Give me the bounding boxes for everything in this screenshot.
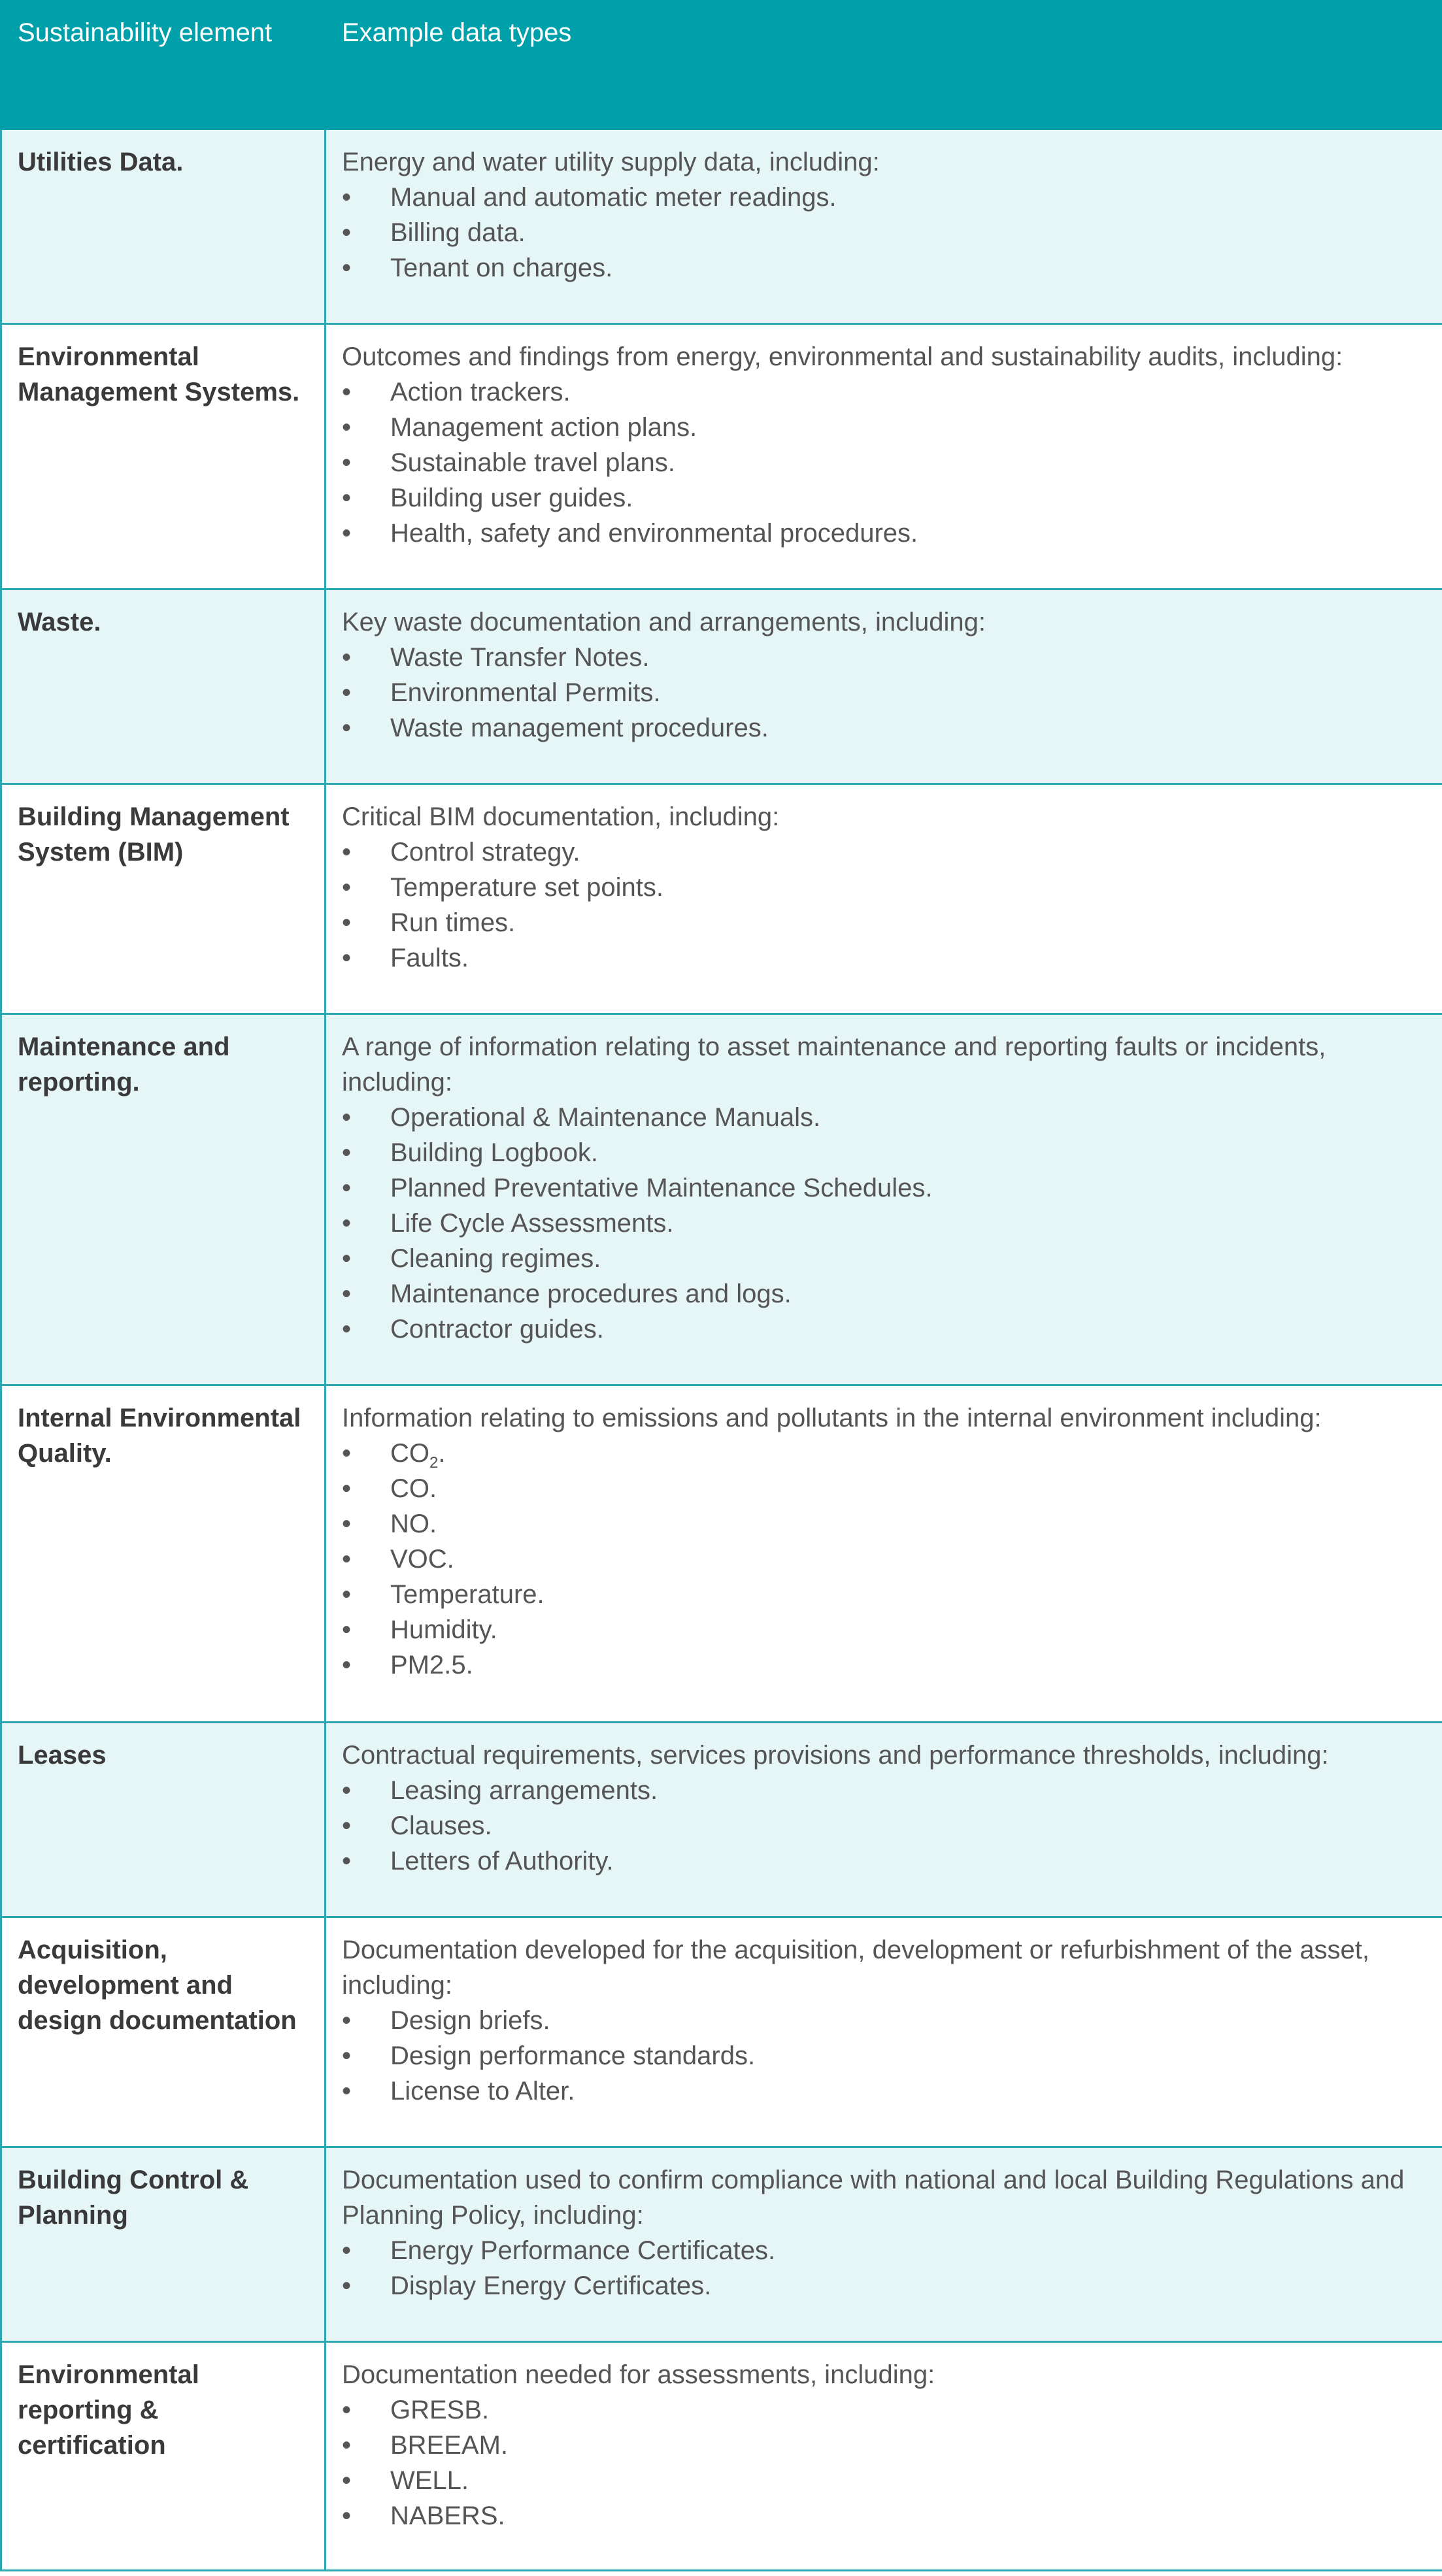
list-item: • Display Energy Certificates.: [342, 2268, 1426, 2304]
list-item: • Clauses.: [342, 1808, 1426, 1843]
data-types-list: [342, 1100, 1426, 1347]
data-types-cell: [326, 2147, 1442, 2342]
data-types-intro: Outcomes and findings from energy, environmental and sustainability audits, including:: [342, 342, 1343, 371]
list-item: • NO.: [342, 1506, 1426, 1542]
list-item: • Run times.: [342, 905, 1426, 940]
list-item: • CO.: [342, 1471, 1426, 1506]
table-row: [1, 784, 1442, 1014]
table-header-row: [1, 1, 1442, 129]
data-types-cell: [326, 589, 1442, 784]
list-item: • Environmental Permits.: [342, 675, 1426, 710]
list-item: • Operational & Maintenance Manuals.: [342, 1100, 1426, 1135]
element-label: Environmental reporting & certification: [18, 2360, 199, 2460]
data-types-intro: Documentation used to confirm compliance with national and local Building Regulations and Planning Policy, including:: [342, 2166, 1405, 2230]
data-types-list: [342, 1436, 1426, 1683]
table-row: [1, 2342, 1442, 2571]
list-item: [342, 1436, 1426, 1471]
data-types-cell: [326, 2342, 1442, 2571]
list-item: • Maintenance procedures and logs.: [342, 1276, 1426, 1312]
element-cell: [1, 784, 326, 1014]
data-types-cell: [326, 129, 1442, 324]
list-item: • Energy Performance Certificates.: [342, 2233, 1426, 2268]
list-item: • Waste Transfer Notes.: [342, 640, 1426, 675]
list-item: • Leasing arrangements.: [342, 1773, 1426, 1808]
list-item: • Action trackers.: [342, 374, 1426, 410]
element-cell: [1, 1723, 326, 1917]
table-row: [1, 129, 1442, 324]
element-cell: [1, 589, 326, 784]
list-item: • WELL.: [342, 2463, 1426, 2498]
table-row: [1, 589, 1442, 784]
data-types-cell: [326, 1917, 1442, 2147]
list-item: • PM2.5.: [342, 1647, 1426, 1683]
data-types-cell: [326, 784, 1442, 1014]
list-item: • Temperature.: [342, 1577, 1426, 1612]
list-item: • VOC.: [342, 1542, 1426, 1577]
data-types-list: [342, 2392, 1426, 2534]
element-label: Maintenance and reporting.: [18, 1032, 230, 1097]
element-label: Waste.: [18, 608, 101, 636]
data-types-list: [342, 2233, 1426, 2304]
element-label: Building Management System (BIM): [18, 802, 290, 867]
co2-suffix: .: [438, 1439, 446, 1468]
list-item: • GRESB.: [342, 2392, 1426, 2428]
data-types-cell: [326, 1014, 1442, 1385]
list-item: • Life Cycle Assessments.: [342, 1206, 1426, 1241]
data-types-list: [342, 180, 1426, 286]
data-types-cell: [326, 1723, 1442, 1917]
list-item: • Humidity.: [342, 1612, 1426, 1647]
list-item: • Faults.: [342, 940, 1426, 976]
list-item: • BREEAM.: [342, 2428, 1426, 2463]
list-item: • License to Alter.: [342, 2073, 1426, 2109]
list-item: • Letters of Authority.: [342, 1843, 1426, 1879]
table-row: [1, 2147, 1442, 2342]
element-label: Utilities Data.: [18, 148, 184, 176]
data-types-intro: Contractual requirements, services provisions and performance thresholds, including:: [342, 1741, 1329, 1770]
table-row: [1, 1723, 1442, 1917]
data-types-intro: A range of information relating to asset maintenance and reporting faults or incidents, including:: [342, 1032, 1326, 1097]
element-label: Building Control & Planning: [18, 2166, 249, 2230]
element-label: Environmental Management Systems.: [18, 342, 300, 406]
list-item: • Cleaning regimes.: [342, 1241, 1426, 1276]
table-row: [1, 1917, 1442, 2147]
element-cell: [1, 2147, 326, 2342]
list-item: • Building user guides.: [342, 480, 1426, 516]
list-item: • NABERS.: [342, 2498, 1426, 2534]
data-types-intro: Information relating to emissions and pollutants in the internal environment including:: [342, 1404, 1322, 1432]
element-label: Internal Environmental Quality.: [18, 1404, 301, 1468]
data-types-cell: [326, 1385, 1442, 1723]
element-cell: [1, 1385, 326, 1723]
element-cell: [1, 1917, 326, 2147]
element-cell: [1, 324, 326, 589]
data-types-intro: Energy and water utility supply data, including:: [342, 148, 880, 176]
element-cell: [1, 1014, 326, 1385]
element-cell: [1, 2342, 326, 2571]
data-types-intro: Key waste documentation and arrangements, including:: [342, 608, 986, 636]
table-row: [1, 1385, 1442, 1723]
data-types-list: [342, 834, 1426, 976]
element-cell: [1, 129, 326, 324]
list-item: • Planned Preventative Maintenance Schedules.: [342, 1170, 1426, 1206]
list-item: • Design performance standards.: [342, 2038, 1426, 2073]
data-types-list: [342, 640, 1426, 746]
list-item: • Control strategy.: [342, 834, 1426, 870]
co2-prefix: CO: [390, 1439, 429, 1468]
element-label: Acquisition, development and design documentation: [18, 1936, 297, 2035]
list-item: • Billing data.: [342, 215, 1426, 250]
table-row: [1, 1014, 1442, 1385]
co2-subscript: 2: [429, 1454, 439, 1472]
list-item: • Management action plans.: [342, 410, 1426, 445]
data-types-intro: Critical BIM documentation, including:: [342, 802, 780, 831]
list-item: • Waste management procedures.: [342, 710, 1426, 746]
list-item: • Design briefs.: [342, 2003, 1426, 2038]
list-item: • Manual and automatic meter readings.: [342, 180, 1426, 215]
element-label: Leases: [18, 1741, 107, 1770]
header-sustainability-element: Sustainability element: [1, 1, 326, 129]
data-types-intro: Documentation needed for assessments, including:: [342, 2360, 935, 2389]
data-types-cell: [326, 324, 1442, 589]
table-row: [1, 324, 1442, 589]
data-types-list: [342, 374, 1426, 551]
list-item: • Tenant on charges.: [342, 250, 1426, 286]
list-item: • Building Logbook.: [342, 1135, 1426, 1170]
list-item: • Contractor guides.: [342, 1312, 1426, 1347]
list-item: • Temperature set points.: [342, 870, 1426, 905]
data-types-list: [342, 2003, 1426, 2109]
list-item: • Health, safety and environmental procedures.: [342, 516, 1426, 551]
header-example-data-types: Example data types: [326, 1, 1442, 129]
list-item: • Sustainable travel plans.: [342, 445, 1426, 480]
data-types-list: [342, 1773, 1426, 1879]
data-types-intro: Documentation developed for the acquisition, development or refurbishment of the asset, including:: [342, 1936, 1370, 2000]
